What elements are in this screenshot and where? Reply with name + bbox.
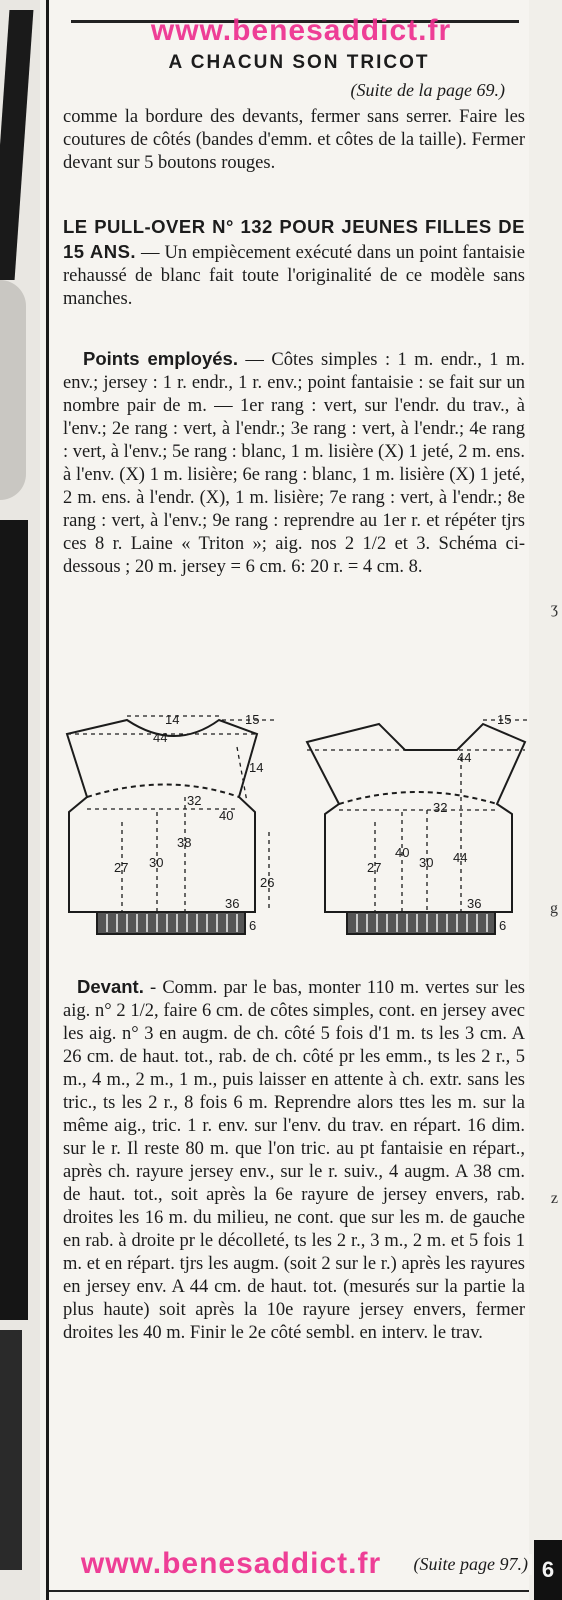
back-rib-height-label: 6: [249, 918, 257, 933]
back-mid2-label: 38: [177, 835, 192, 850]
back-shoulder-label: 15: [245, 712, 260, 727]
page-right-edge: ʒ g z 6: [524, 0, 562, 1600]
points-lead: Points employés.: [83, 348, 238, 369]
schema-back: [67, 716, 277, 934]
back-chest-label: 40: [219, 808, 234, 823]
continued-from: (Suite de la page 69.): [350, 80, 505, 100]
devant-lead: Devant.: [77, 976, 144, 997]
front-yoke-label: 32: [433, 800, 448, 815]
front-neck-label: 44: [457, 750, 472, 765]
watermark-bottom: www.benesaddict.fr: [80, 1547, 382, 1580]
devant-text: - Comm. par le bas, monter 110 m. vertes sur les aig. n° 2 1/2, faire 6 cm. de côtes simples, cont. en jersey avec les aig. n° 3 en augm. de ch. côté 5 fois d'1 m. ts les 3 cm. A 26 cm. de haut. tot., rab. de ch. côté pr les emm., ts les 2 r., 5 m., 4 m., 2 m., 1 m., puis laisser en attente à ch. extr. sans les tric., ts les 2 r., 8 fois 6 m. Reprendre alors ttes les m. sur la même aig., tric. 1 r. env. sur l'env. du trav. en répart. 16 dim. sur le r. Il reste 80 m. que l'on tric. au pt fantaisie en répart., après ch. rayure jersey env., sur le r. suiv., 4 augm. A 38 cm. de haut. tot., soit après la 6e rayure de jersey envers, rab. droites les 16 m. du milieu, ne cont. que sur les m. de gauche en rab. à droite pr le décolleté, ts les 2 r., 3 m., 2 m. et 5 fois 1 m. et en répart. tjrs les augm. (soit 2 sur le r.) après les rayures en jersey env. A 44 cm. de haut. tot. (mesurés sur la partie la plus haute) soit après la 10e rayure jersey envers, fermer droites les 40 m. Finir le 2e côté sembl. en interv. le trav.: [63, 978, 525, 1343]
article-column: [46, 0, 529, 1600]
knitting-schema: [57, 712, 527, 967]
back-armhole-label: 14: [249, 760, 264, 775]
back-mid1-label: 30: [149, 855, 164, 870]
page-left-edge: [0, 0, 40, 1600]
front-shoulder-label: 15: [497, 712, 512, 727]
pullover-description: — Un empiècement exécuté dans un point fantaisie rehaussé de blanc fait toute l'originalité de ce modèle sans manches.: [63, 243, 525, 309]
back-neck-label: 44: [153, 730, 168, 745]
points-text: — Côtes simples : 1 m. endr., 1 m. env.; jersey : 1 r. endr., 1 r. env.; point fantaisie : se fait sur un nombre pair de m. — 1er rang : vert, sur l'endr. du trav., à l'env.; 2e rang : vert, à l'endr.; 3e rang : vert, à l'endr.; 4e rang : vert, à l'env.; 5e rang : blanc, 1 m. lisière (X) 1 jeté, 2 m. ens. à l'env. (X) 1 m. lisière; 6e rang : blanc, 1 m. lisière (X) 1 jeté, 2 m. ens. à l'endr. (X), 1 m. lisière; 7e rang : vert, à l'endr.; 8e rang : vert, à l'env.; 9e rang : reprendre au 1er r. et répéter tjrs ces 8 r. Laine « Triton »; aig. nos 2 1/2 et 3. Schéma ci-dessous ; 20 m. jersey = 6 cm. 6: 20 r. = 4 cm. 8.: [63, 350, 525, 577]
continued-on: (Suite page 97.): [410, 1554, 532, 1575]
back-neck-top-label: 14: [165, 712, 180, 727]
back-rib-width-label: 36: [225, 896, 240, 911]
schema-front: [307, 720, 527, 934]
section-header: A CHACUN SON TRICOT: [168, 52, 430, 73]
front-rib-width-label: 36: [467, 896, 482, 911]
points-paragraph: [63, 347, 525, 579]
back-yoke-label: 32: [187, 793, 202, 808]
pullover-title: LE PULL-OVER N° 132 POUR JEUNES FILLES DE 15 ANS.: [63, 216, 525, 262]
page-number: 6: [534, 1540, 562, 1600]
front-mid1-label: 40: [395, 845, 410, 860]
pullover-paragraph: [63, 215, 525, 311]
back-side-label: 27: [114, 860, 129, 875]
intro-text: comme la bordure des devants, fermer sans serrer. Faire les coutures de côtés (bandes d'emm. et côtes de la taille). Fermer devant sur 5 boutons rouges.: [63, 107, 525, 173]
watermark-top: www.benesaddict.fr: [150, 14, 452, 47]
front-side-label: 27: [367, 860, 382, 875]
bottom-rule: [49, 1590, 529, 1592]
front-total-label: 44: [453, 850, 468, 865]
devant-paragraph: [63, 975, 525, 1345]
front-rib-height-label: 6: [499, 918, 507, 933]
intro-paragraph: [63, 106, 525, 175]
total-height-label: 26: [260, 875, 275, 890]
front-mid2-label: 30: [419, 855, 434, 870]
